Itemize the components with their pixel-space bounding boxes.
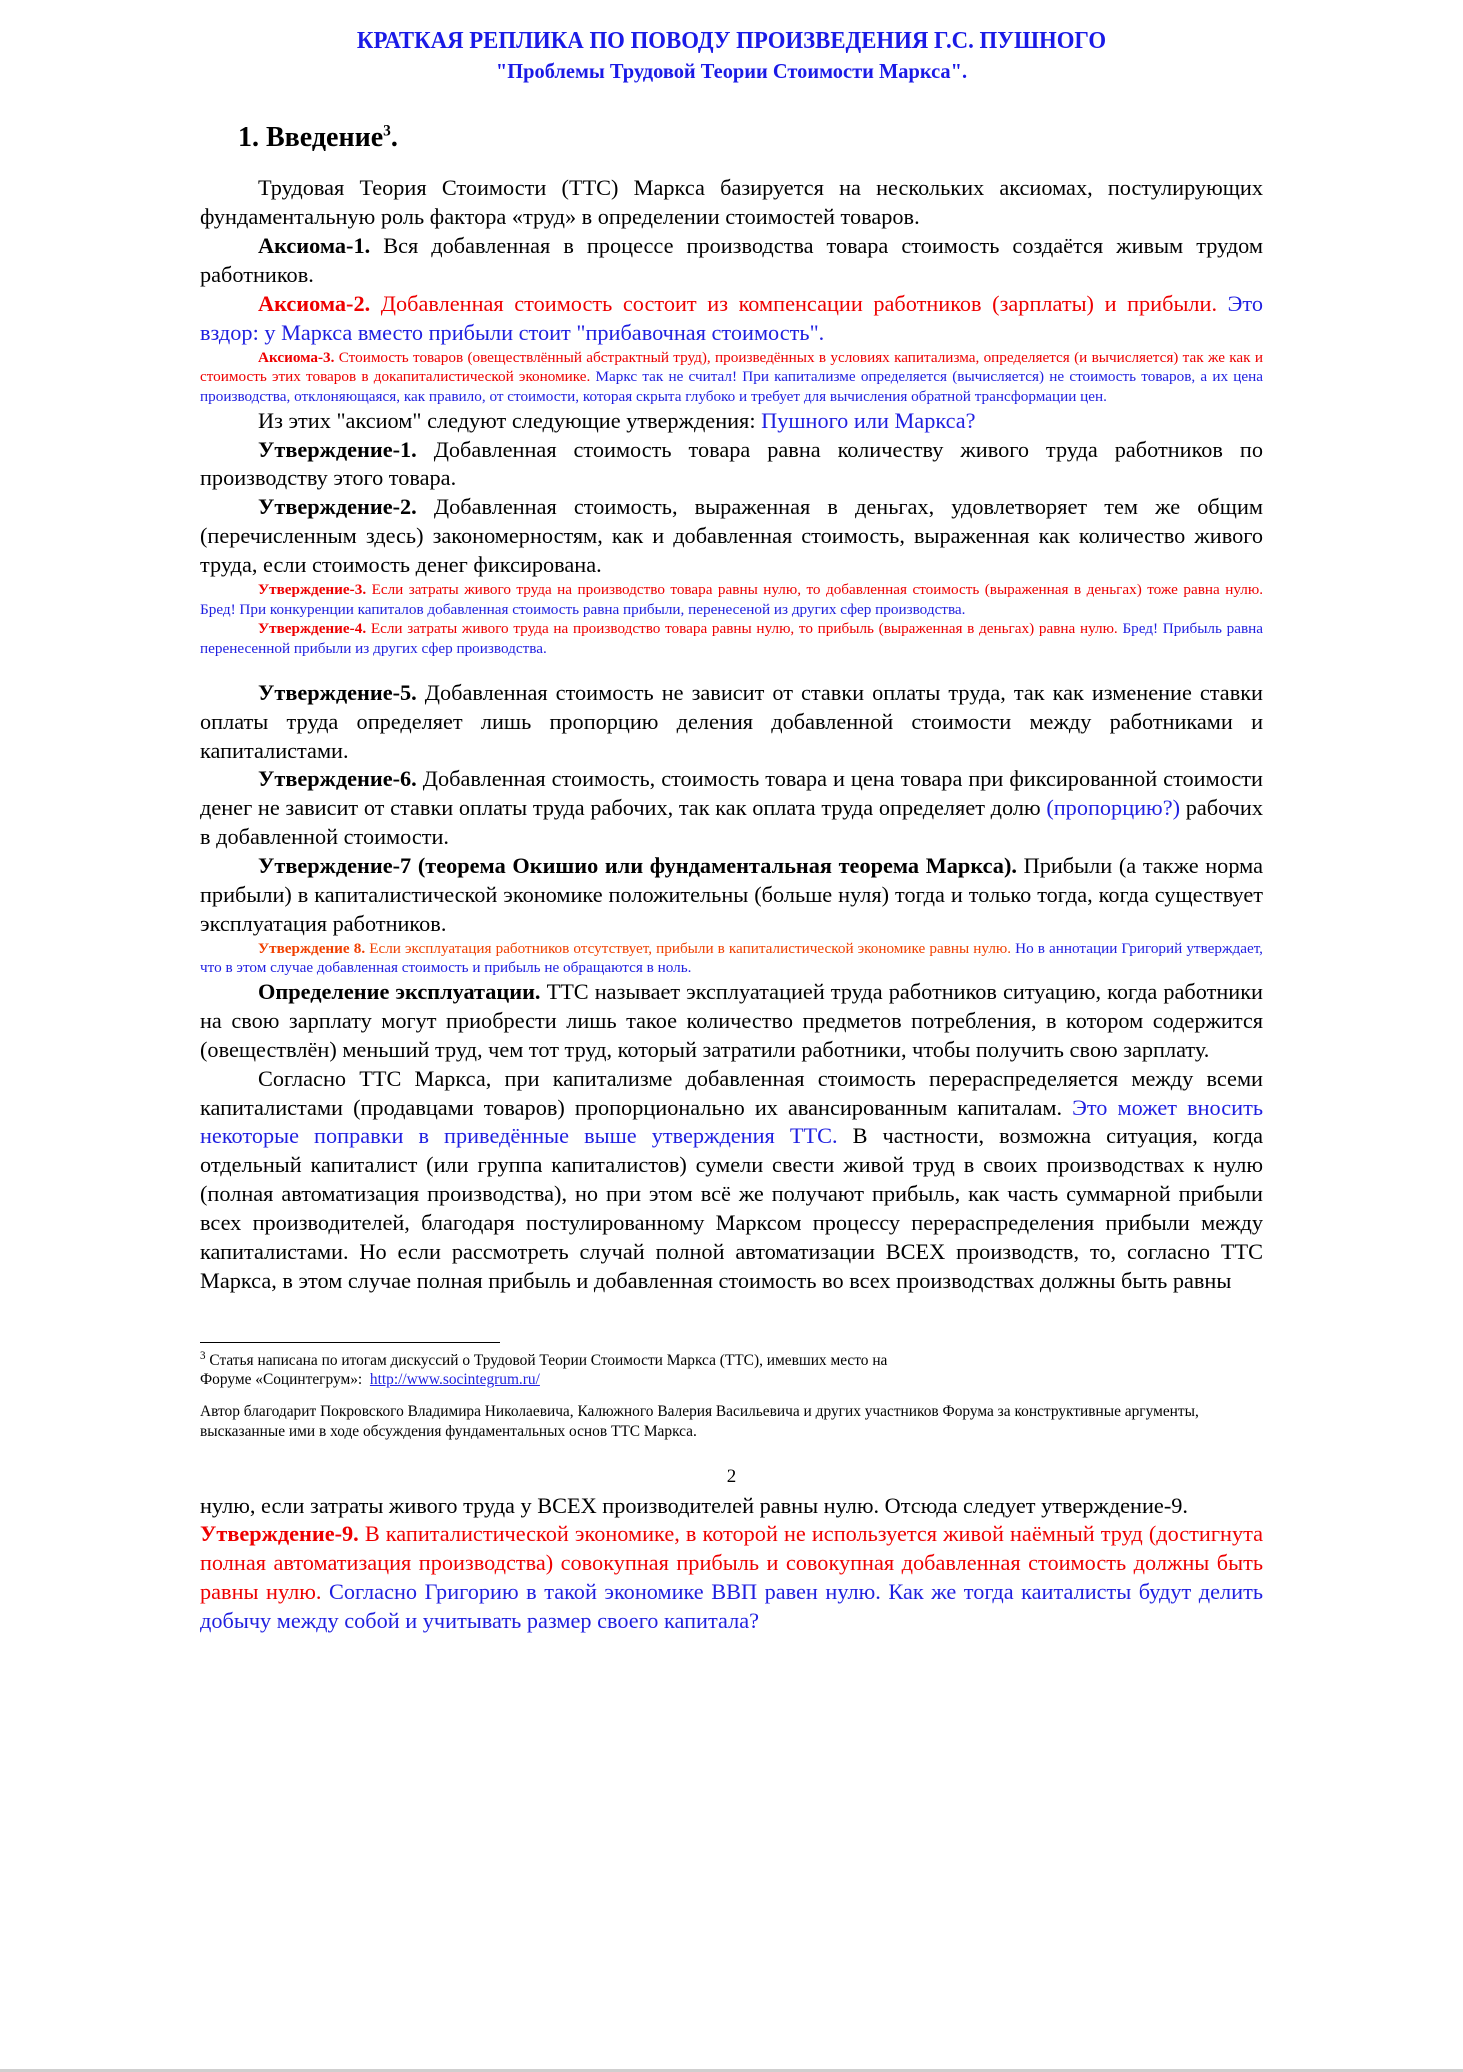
footnote-acknowledgement: Автор благодарит Покровского Владимира Николаевича, Калюжного Валерия Васильевича и других участников Форума за конструктивные аргументы, высказанные ими в ходе обсуждения фундаментальных основ ТТС Маркса. [200, 1403, 1199, 1440]
continuation-paragraph: нулю, если затраты живого труда у ВСЕХ производителей равны нулю. Отсюда следует утверждение-9. [200, 1492, 1188, 1518]
section-heading-period: . [390, 121, 398, 153]
statement-8-label: Утверждение 8. [258, 939, 366, 957]
section-heading [238, 121, 1263, 155]
statement-7-label: Утверждение-7 (теорема Окишио или фундаментальная теорема Маркса). [258, 853, 1017, 879]
axiom-2-red-text: Добавленная стоимость состоит из компенсации работников (зарплаты) и прибыли. [370, 290, 1218, 316]
from-axioms-paragraph [200, 407, 1263, 436]
footnote-line-1 [200, 1349, 1263, 1371]
final-paragraph-text-a: Согласно ТТС Маркса, при капитализме добавленная стоимость перераспределяется между всеми капиталистами (продавцами товаров) пропорционально их авансированным капиталам. [200, 1065, 1263, 1120]
statement-6-label: Утверждение-6. [258, 766, 417, 792]
statement-2-label: Утверждение-2. [258, 494, 417, 520]
statement-4-paragraph [200, 619, 1263, 659]
statement-9-paragraph [200, 1520, 1263, 1635]
footnote-area [0, 1342, 1463, 1442]
intro-paragraph: Трудовая Теория Стоимости (ТТС) Маркса базируется на нескольких аксиомах, постулирующих фундаментальную роль фактора «труд» в определении стоимостей товаров. [200, 175, 1263, 230]
document-title-line1: КРАТКАЯ РЕПЛИКА ПО ПОВОДУ ПРОИЗВЕДЕНИЯ Г.С. ПУШНОГО [356, 27, 1107, 54]
footnote-url-link[interactable]: http://www.socintegrum.ru/ [369, 1371, 540, 1389]
statement-6-paragraph [200, 765, 1263, 852]
exploitation-definition-label: Определение эксплуатации. [258, 979, 541, 1005]
statement-8-blue-comment: Но в аннотации Григорий утверждает, что в этом случае добавленная стоимость и прибыль не обращаются в ноль. [200, 939, 1263, 977]
statement-2-text: Добавленная стоимость, выраженная в деньгах, удовлетворяет тем же общим (перечисленным здесь) закономерностям, как и добавленная стоимость, выраженная как количество живого труда, если стоимость денег фиксирована. [200, 494, 1263, 578]
statement-3-blue-comment: Бред! При конкуренции капиталов добавленная стоимость равна прибыли, перенесеной из других сфер производства. [200, 600, 966, 618]
spacer [200, 659, 1263, 679]
statement-2-paragraph [200, 493, 1263, 580]
statement-1-paragraph [200, 436, 1263, 494]
axiom-1-paragraph [200, 232, 1263, 290]
footnote-number: 3 [200, 1349, 206, 1362]
statement-1-label: Утверждение-1. [258, 436, 417, 462]
axiom-3-label: Аксиома-3. [258, 348, 335, 366]
footnote-separator-rule [200, 1342, 500, 1343]
statement-8-paragraph [200, 939, 1263, 979]
axiom-1-label: Аксиома-1. [258, 233, 371, 259]
from-axioms-blue-comment: Пушного или Маркса? [761, 407, 976, 433]
footnote-forum-prefix: Форуме «Социнтегрум»: [200, 1371, 363, 1389]
statement-9-red-text: В капиталистической экономике, в которой не используется живой наёмный труд (достигнута полная автоматизация производства) совокупная прибыль и совокупная добавленная стоимость должны быть равны нулю. [200, 1521, 1263, 1605]
axiom-3-paragraph [200, 348, 1263, 407]
statement-5-paragraph [200, 679, 1263, 766]
statement-9-label: Утверждение-9. [200, 1521, 359, 1547]
statement-6-blue-comment: (пропорцию?) [1046, 795, 1181, 821]
statement-4-red-text: Если затраты живого труда на производство товара равны нулю, то прибыль (выраженная в деньгах) равна нулю. [366, 620, 1118, 638]
footnote-marker: 3 [383, 122, 391, 140]
statement-5-text: Добавленная стоимость не зависит от ставки оплаты труда, так как изменение ставки оплаты труда определяет лишь пропорцию деления добавленной стоимости между работниками и капиталистами. [200, 679, 1263, 763]
statement-3-label: Утверждение-3. [258, 580, 367, 598]
statement-3-red-text: Если затраты живого труда на производство товара равны нулю, то добавленная стоимость (выраженная в деньгах) тоже равна нулю. [366, 580, 1263, 598]
statement-5-label: Утверждение-5. [258, 679, 417, 705]
statement-8-red-text: Если эксплуатация работников отсутствует, прибыли в капиталистической экономике равны нулю. [365, 939, 1012, 957]
footnote-text-1: Статья написана по итогам дискуссий о Трудовой Теории Стоимости Маркса (ТТС), имевших место на [205, 1351, 888, 1369]
next-page-continuation [0, 1488, 1463, 1636]
page-number: 2 [726, 1465, 737, 1487]
axiom-2-label: Аксиома-2. [258, 290, 371, 316]
axiom-3-blue-comment: Маркс так не считал! При капитализме определяется (вычисляется) не стоимость товаров, а их цена производства, отклоняющаяся, как правило, от стоимости, которая скрыта глубоко и требует для вычисления обратной трансформации цен. [200, 368, 1263, 405]
document-title-line2: "Проблемы Трудовой Теории Стоимости Маркса". [495, 58, 968, 83]
statement-6-text-b: рабочих в добавленной стоимости. [200, 795, 1263, 850]
exploitation-definition-text: ТТС называет эксплуатацией труда работников ситуацию, когда работники на свою зарплату могут приобрести лишь такое количество предметов потребления, в котором содержится (овеществлён) меньший труд, чем тот труд, который затратили работники, чтобы получить свою зарплату. [200, 979, 1263, 1062]
final-paragraph-text-b: В частности, возможна ситуация, когда отдельный капиталист (или группа капиталистов) сумели свести живой труд в своих производствах к нулю (полная автоматизация производства), но при этом всё же получают прибыль, как часть суммарной прибыли всех производителей, благодаря постулированному Марксом процессу перераспределения прибыли между капиталистами. Но если рассмотреть случай полной автоматизации ВСЕХ производств, то, согласно ТТС Маркса, в этом случае полная прибыль и добавленная стоимость во всех производствах должны быть равны [200, 1123, 1263, 1293]
from-axioms-black-text: Из этих "аксиом" следуют следующие утверждения: [258, 407, 762, 433]
statement-1-text: Добавленная стоимость товара равна количеству живого труда работников по производству этого товара. [200, 436, 1263, 491]
final-paragraph-blue-comment: Это может вносить некоторые поправки в приведённые выше утверждения ТТС. [200, 1094, 1263, 1149]
axiom-2-blue-comment: Это вздор: у Маркса вместо прибыли стоит "прибавочная стоимость". [200, 290, 1263, 345]
statement-6-text-a: Добавленная стоимость, стоимость товара и цена товара при фиксированной стоимости денег не зависит от ставки оплаты труда рабочих, так как оплата труда определяет долю [200, 766, 1263, 821]
axiom-3-red-text: Стоимость товаров (овеществлённый абстрактный труд), произведённых в условиях капитализма, определяется (и вычисляется) так же как и стоимость этих товаров в докапиталистической экономике. [200, 348, 1263, 386]
statement-3-paragraph [200, 580, 1263, 620]
statement-4-blue-comment: Бред! Прибыль равна перенесенной прибыли из других сфер производства. [200, 620, 1263, 658]
statement-4-label: Утверждение-4. [258, 620, 367, 638]
axiom-2-paragraph [200, 290, 1263, 348]
statement-7-paragraph [200, 852, 1263, 939]
final-paragraph [200, 1065, 1263, 1296]
statement-7-text: Прибыли (а также норма прибыли) в капиталистической экономике положительны (больше нуля) тогда и только тогда, когда существует эксплуатация работников. [200, 853, 1263, 936]
axiom-1-text: Вся добавленная в процессе производства товара стоимость создаётся живым трудом работников. [200, 233, 1263, 287]
exploitation-definition-paragraph [200, 978, 1263, 1065]
footnote-line-2 [200, 1370, 1263, 1390]
section-heading-text: 1. Введение [238, 121, 384, 153]
statement-9-blue-comment: Согласно Григорию в такой экономике ВВП равен нулю. Как же тогда каиталисты будут делить добычу между собой и учитывать размер своего капитала? [200, 1579, 1263, 1634]
